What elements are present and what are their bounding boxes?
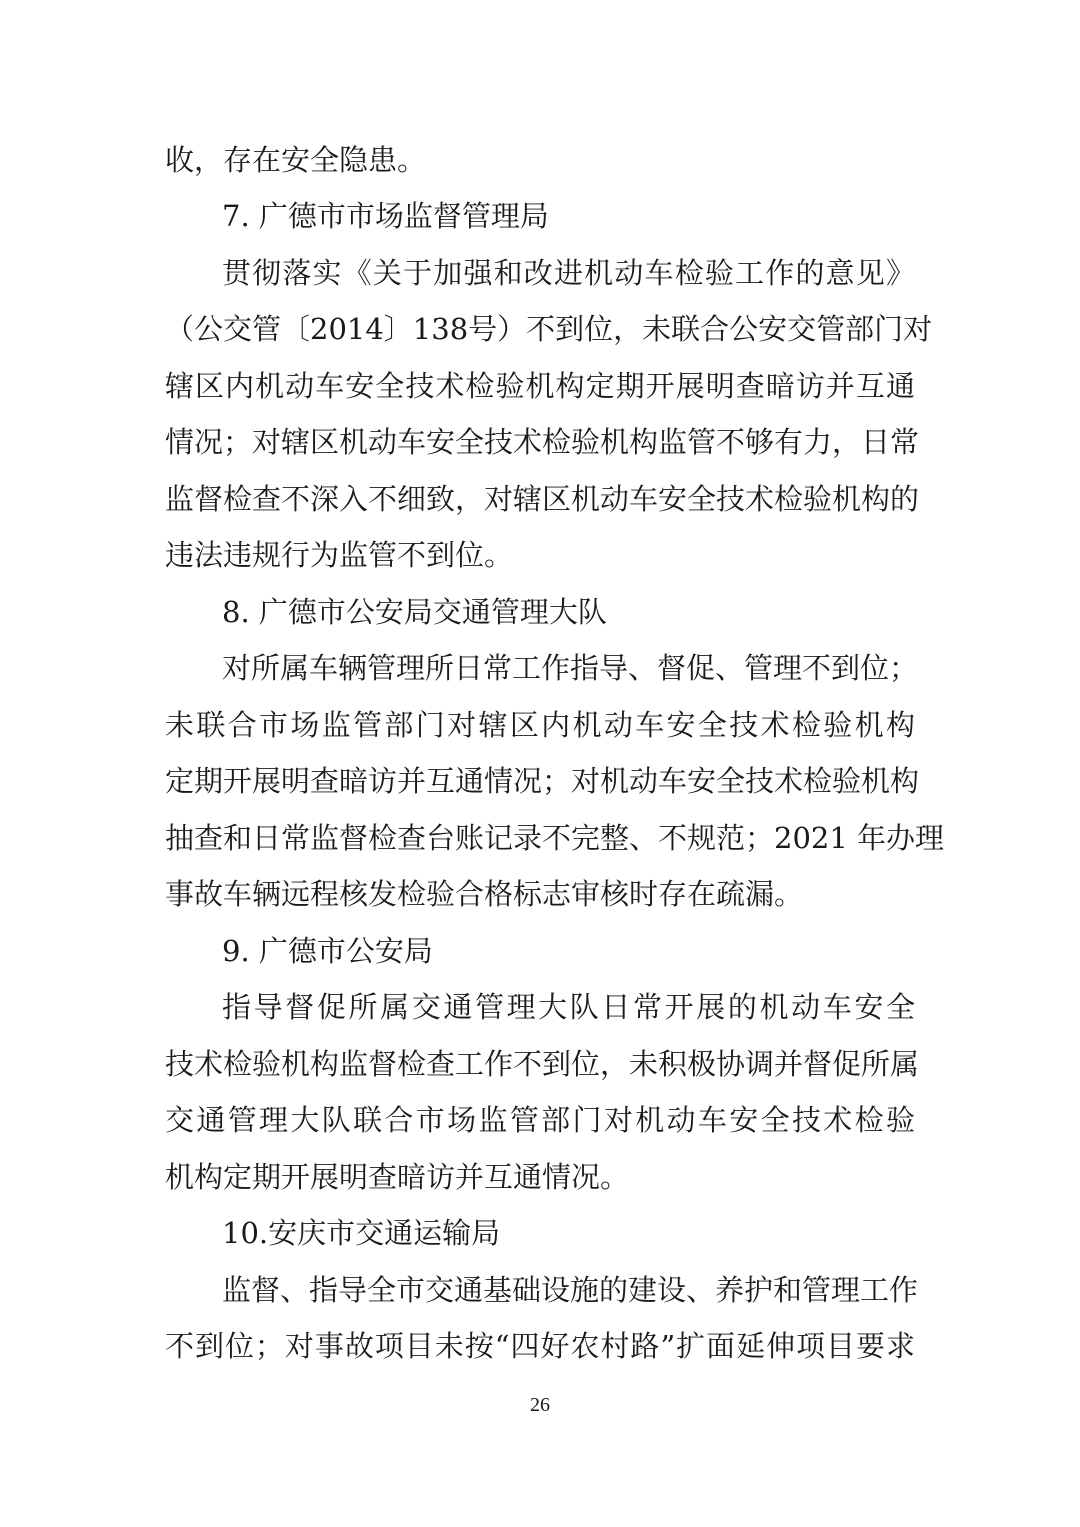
- text-line: 定期开展明查暗访并互通情况；对机动车安全技术检验机构: [165, 764, 920, 798]
- text-line: 违法违规行为监管不到位。: [165, 538, 514, 572]
- section-heading: 8. 广德市公安局交通管理大队: [222, 595, 607, 629]
- text-line: 交通管理大队联合市场监管部门对机动车安全技术检验: [165, 1103, 915, 1137]
- text-line: 贯彻落实《关于加强和改进机动车检验工作的意见》: [222, 256, 915, 290]
- text-line: 机构定期开展明查暗访并互通情况。: [165, 1160, 630, 1194]
- page-number: 26: [530, 1394, 550, 1416]
- text-line: 事故车辆远程核发检验合格标志审核时存在疏漏。: [165, 877, 804, 911]
- text-line: （公交管〔2014〕138号）不到位，未联合公安交管部门对: [165, 312, 933, 346]
- text-line: 辖区内机动车安全技术检验机构定期开展明查暗访并互通: [165, 369, 915, 403]
- text-line: 监督检查不深入不细致，对辖区机动车安全技术检验机构的: [165, 482, 920, 516]
- text-line: 对所属车辆管理所日常工作指导、督促、管理不到位；: [222, 651, 919, 685]
- text-line: 情况；对辖区机动车安全技术检验机构监管不够有力，日常: [165, 425, 920, 459]
- text-line: 抽查和日常监督检查台账记录不完整、不规范；2021 年办理: [165, 821, 945, 855]
- text-line: 收，存在安全隐患。: [165, 143, 427, 177]
- section-heading: 7. 广德市市场监督管理局: [222, 199, 549, 233]
- section-heading: 10.安庆市交通运输局: [222, 1216, 501, 1250]
- text-line: 技术检验机构监督检查工作不到位，未积极协调并督促所属: [165, 1047, 920, 1081]
- text-line: 指导督促所属交通管理大队日常开展的机动车安全: [222, 990, 915, 1024]
- text-line: 监督、指导全市交通基础设施的建设、养护和管理工作: [222, 1273, 919, 1307]
- text-line: 未联合市场监管部门对辖区内机动车安全技术检验机构: [165, 708, 915, 742]
- text-line: 不到位；对事故项目未按“四好农村路”扩面延伸项目要求: [165, 1329, 915, 1363]
- section-heading: 9. 广德市公安局: [222, 934, 433, 968]
